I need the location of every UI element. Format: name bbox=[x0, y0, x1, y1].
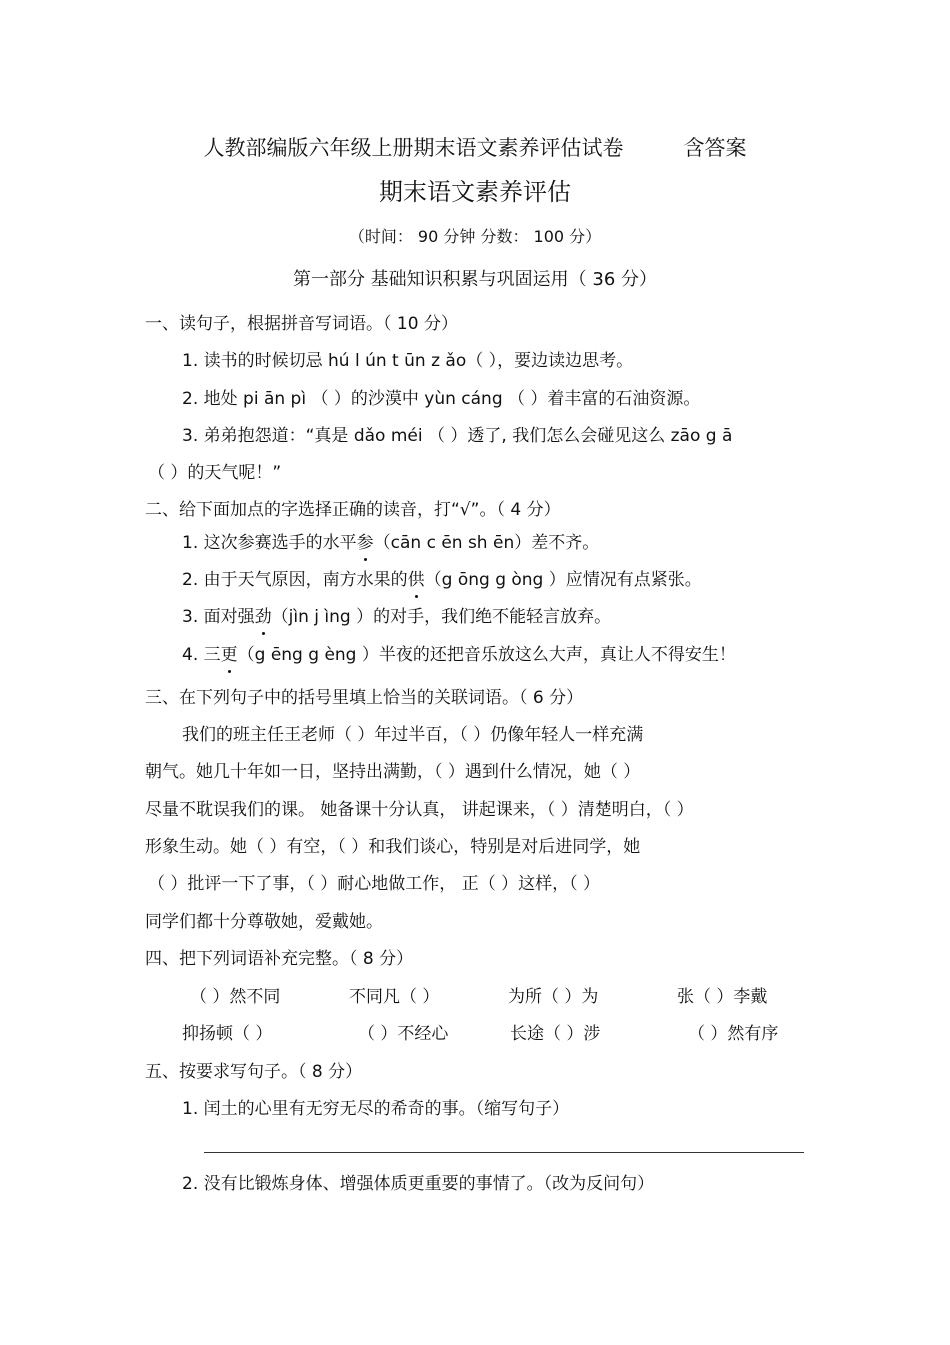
section1-q2: 2. 地处 pi ān pì （ ）的沙漠中 yùn cáng （ ）着丰富的石油资源。 bbox=[182, 389, 701, 409]
section2-q2-post: （g ōng g òng ）应情况有点紧张。 bbox=[424, 570, 702, 590]
idiom-item: 抑扬顿（ ） bbox=[182, 1024, 273, 1044]
idiom-item: 张（ ）李戴 bbox=[677, 987, 768, 1007]
section3-line: 朝气。她几十年如一日，坚持出满勤，（ ）遇到什么情况，她（ ） bbox=[145, 762, 641, 782]
section3-line: 我们的班主任王老师（ ）年过半百，（ ）仍像年轻人一样充满 bbox=[182, 725, 644, 745]
section2-q2 bbox=[182, 569, 702, 591]
idiom-item: 为所（ ）为 bbox=[508, 987, 599, 1007]
section2-q1-pre: 1. 这次参赛选手的水平 bbox=[182, 533, 357, 553]
section2-q4-dotted-char: 更 bbox=[220, 645, 238, 665]
section2-q3-dotted-char: 劲 bbox=[254, 607, 272, 627]
idiom-item: （ ）然有序 bbox=[688, 1024, 779, 1044]
section2-q1 bbox=[182, 532, 599, 554]
exam-title-suffix: 含答案 bbox=[683, 136, 747, 160]
idiom-item: （ ）不经心 bbox=[358, 1024, 449, 1044]
section2-q4-post: （g ēng g èng ）半夜的还把音乐放这么大声，真让人不得安生！ bbox=[237, 645, 736, 665]
exam-title-main: 人教部编版六年级上册期末语文素养评估试卷 bbox=[203, 136, 624, 160]
section2-q1-post: （cān c ēn sh ēn）差不齐。 bbox=[373, 533, 600, 553]
section3-line: 同学们都十分尊敬她，爱戴她。 bbox=[145, 912, 383, 932]
section2-q1-dotted-char: 参 bbox=[356, 533, 374, 553]
exam-title bbox=[0, 134, 950, 162]
section2-q3 bbox=[182, 606, 611, 628]
idiom-item: 长途（ ）涉 bbox=[510, 1024, 601, 1044]
section2-q4-pre: 4. 三 bbox=[182, 645, 221, 665]
section2-q3-pre: 3. 面对强 bbox=[182, 607, 255, 627]
exam-subtitle: 期末语文素养评估 bbox=[379, 178, 571, 206]
idiom-item: （ ）然不同 bbox=[190, 987, 281, 1007]
section2-q4 bbox=[182, 644, 736, 666]
section3-line: （ ）批评一下了事，（ ）耐心地做工作， 正（ ）这样，（ ） bbox=[148, 874, 601, 894]
section5-q2: 2. 没有比锻炼身体、增强体质更重要的事情了。（改为反问句） bbox=[182, 1174, 655, 1194]
section2-heading: 二、给下面加点的字选择正确的读音，打“√”。（ 4 分） bbox=[145, 500, 561, 520]
section2-q2-pre: 2. 由于天气原因，南方水果的 bbox=[182, 570, 408, 590]
section3-line: 形象生动。她（ ）有空，（ ）和我们谈心，特别是对后进同学，她 bbox=[145, 837, 641, 857]
section5-heading: 五、按要求写句子。（ 8 分） bbox=[145, 1062, 363, 1082]
section5-q1: 1. 闰土的心里有无穷无尽的希奇的事。（缩写句子） bbox=[182, 1099, 570, 1119]
answer-line[interactable] bbox=[204, 1152, 804, 1153]
exam-meta: （时间： 90 分钟 分数： 100 分） bbox=[348, 227, 602, 246]
section3-line: 尽量不耽误我们的课。 她备课十分认真， 讲起课来，（ ）清楚明白，（ ） bbox=[145, 800, 694, 820]
section4-heading: 四、把下列词语补充完整。（ 8 分） bbox=[145, 949, 414, 969]
part-one-heading: 第一部分 基础知识积累与巩固运用（ 36 分） bbox=[292, 269, 658, 290]
section1-q1: 1. 读书的时候切忌 hú l ún t ūn z ǎo（ ），要边读边思考。 bbox=[182, 351, 634, 371]
section1-q3-line2: （ ）的天气呢！” bbox=[148, 463, 282, 483]
section3-heading: 三、在下列句子中的括号里填上恰当的关联词语。（ 6 分） bbox=[145, 688, 584, 708]
idiom-item: 不同凡（ ） bbox=[349, 987, 440, 1007]
section2-q3-post: （jìn j ìng ）的对手，我们绝不能轻言放弃。 bbox=[271, 607, 612, 627]
section2-q2-dotted-char: 供 bbox=[407, 570, 425, 590]
section1-q3-line1: 3. 弟弟抱怨道：“真是 dǎo méi （ ）透了, 我们怎么会碰见这么 zāo g ā bbox=[182, 426, 733, 446]
section1-heading: 一、读句子，根据拼音写词语。（ 10 分） bbox=[145, 314, 458, 334]
